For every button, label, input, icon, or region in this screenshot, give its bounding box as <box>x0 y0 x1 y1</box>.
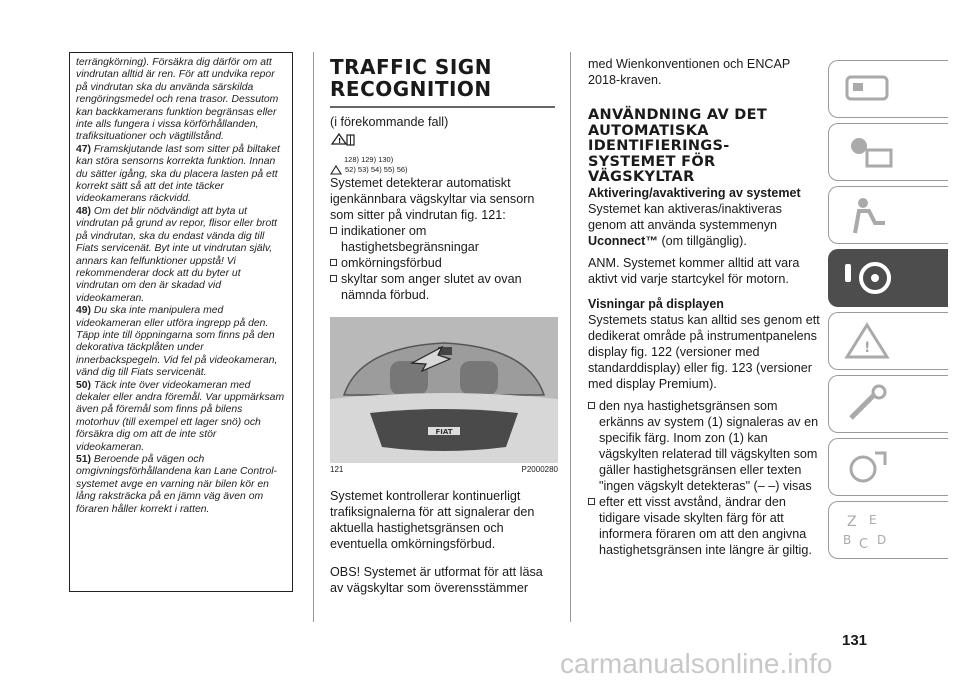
figure-number: 121 <box>330 465 344 474</box>
refs-cautions: 52) 53) 54) 55) 56) <box>345 165 408 174</box>
tab-seat-airbag[interactable] <box>828 186 948 244</box>
title-rule <box>330 106 555 108</box>
note-item: 49) Du ska inte manipulera med videokameran eller utföra ingrepp på den. Täpp inte till öppningarna som finns på den dekorativa täckplåten under innerbackspegeln. Vid fel på videokameran, vänd dig till Fiats servicenät. <box>76 305 278 379</box>
figure-windshield-camera <box>330 317 558 463</box>
watermark: carmanualsonline.info <box>560 648 833 679</box>
right-column <box>588 56 820 558</box>
tab-car-dashboard[interactable] <box>828 60 948 118</box>
svg-text:D: D <box>877 533 887 547</box>
warning-book-icon <box>330 132 558 155</box>
tab-multimedia[interactable] <box>828 438 948 496</box>
note-item: 50) Täck inte över videokameran med dekaler eller andra föremål. Var uppmärksam även på föremål som finns på bilens motorhuv (till exempel ett lager snö) och försäkra dig om att de inte stör videokameran. <box>76 379 285 453</box>
warning-lights-icon <box>841 130 897 174</box>
column-divider <box>313 52 314 622</box>
steering-wheel-key-icon <box>841 256 897 300</box>
index-abc-icon <box>841 508 897 552</box>
column-divider <box>570 52 571 622</box>
hazard-triangle-icon <box>841 319 897 363</box>
availability-note: (i förekommande fall) <box>330 115 449 129</box>
paragraph: Systemet kan aktiveras/inaktiveras genom att använda systemmenyn Uconnect™ (om tillgänglig). <box>588 201 782 248</box>
svg-text:!: ! <box>864 340 871 356</box>
note-item: 51) Beroende på vägen och omgivningsförhållandena kan Lane Control-systemet avge en varning när bilen kör en lång raksträcka på en jämn väg även om föraren håller korrekt i ratten. <box>76 454 278 515</box>
svg-text:!: ! <box>338 137 342 145</box>
uconnect-label: Uconnect™ <box>588 233 658 248</box>
multimedia-icon <box>841 445 897 489</box>
intro-paragraph: Systemet detekterar automatiskt igenkännbara vägskyltar via sensorn som sitter på vindrutan fig. 121: <box>330 176 535 222</box>
section-heading: ANVÄNDNING AV DET AUTOMATISKA IDENTIFIERINGS- SYSTEMET FÖR VÄGSKYLTAR <box>588 107 768 185</box>
paragraph: Systemet kontrollerar kontinuerligt trafiksignalerna för att signalerar den aktuella hastighetsgränsen och eventuella omkörningsförbud. <box>330 489 535 551</box>
tab-emergency[interactable] <box>828 312 948 370</box>
subheading: Aktivering/avaktivering av systemet <box>588 185 801 200</box>
subheading: Visningar på displayen <box>588 296 724 311</box>
seat-airbag-icon <box>841 193 897 237</box>
notes-box <box>69 52 293 592</box>
section-title-line2: RECOGNITION <box>330 77 492 101</box>
tools-icon <box>841 382 897 426</box>
note-item: 48) Om det blir nödvändigt att byta ut vindrutan på grund av repor, flisor eller brott på vindrutan, ska du endast vända dig till Fiats servicenät. Byt inte ut vindrutan själv, annars kan felfunktioner uppstå! Vi rekommenderar dock att du byter ut vindrutan om den är skadad vid videokameran. <box>76 205 277 304</box>
svg-text:Z: Z <box>847 514 857 530</box>
svg-text:B: B <box>843 533 852 547</box>
list-item: den nya hastighetsgränsen som erkänns av system (1) signaleras av en specifik färg. Inom zon (1) kan vägskylten relaterad till vägskylten som gäller hastighetsgränsen eller texten "ingen vägskylt detekteras" (– –) visas <box>588 398 820 494</box>
list-item: skyltar som anger slutet av ovan nämnda förbud. <box>330 271 558 303</box>
list-item: omkörningsförbud <box>330 255 558 271</box>
middle-column <box>330 56 558 596</box>
paragraph: OBS! Systemet är utformat för att läsa av vägskyltar som överensstämmer <box>330 565 543 595</box>
figure-code: P2000280 <box>521 465 558 474</box>
tab-index[interactable] <box>828 501 948 559</box>
list-item: efter ett visst avstånd, ändrar den tidigare visade skylten färg för att informera föraren om att den angivna hastighetsgränsen inte längre är giltig. <box>588 494 820 558</box>
paragraph: ANM. Systemet kommer alltid att vara aktivt vid varje startcykel för motorn. <box>588 255 800 286</box>
refs-warnings: 128) 129) 130) <box>344 155 394 164</box>
page-number: 131 <box>842 632 868 649</box>
caution-icon <box>330 165 342 175</box>
tab-starting-driving[interactable] <box>828 249 948 307</box>
figure-caption <box>330 465 558 474</box>
tab-warning-lights[interactable] <box>828 123 948 181</box>
paragraph: Systemets status kan alltid ses genom ett dedikerat område på instrumentpanelens display fig. 122 (versioner med standarddisplay) eller fig. 123 (versioner med display Premium). <box>588 312 820 391</box>
svg-text:C: C <box>859 537 869 552</box>
tab-maintenance[interactable] <box>828 375 948 433</box>
fig-brand: FIAT <box>435 428 453 436</box>
list-item: indikationer om hastighetsbegränsningar <box>330 223 558 255</box>
paragraph: med Wienkonventionen och ENCAP 2018-kraven. <box>588 57 791 87</box>
car-dashboard-icon <box>841 67 897 111</box>
section-title: TRAFFIC SIGN <box>330 55 492 79</box>
notes-intro: terrängkörning). Försäkra dig därför om att vindrutan alltid är ren. För att undvika repor på vindrutan ska du använda särskilda rengöringsmedel och rena trasor. Dessutom kan backkamerans funktion begränsas eller inte alls fungera i vissa körförhållanden, trafiksituationer och vägtillstånd. <box>76 57 279 143</box>
svg-text:E: E <box>869 513 877 527</box>
note-item: 47) Framskjutande last som sitter på biltaket kan störa sensorns korrekta funktion. Innan du sätter igång, ska du placera lasten på ett korrekt sätt så att det inte täcker videokamerans räckvidd. <box>76 143 280 205</box>
